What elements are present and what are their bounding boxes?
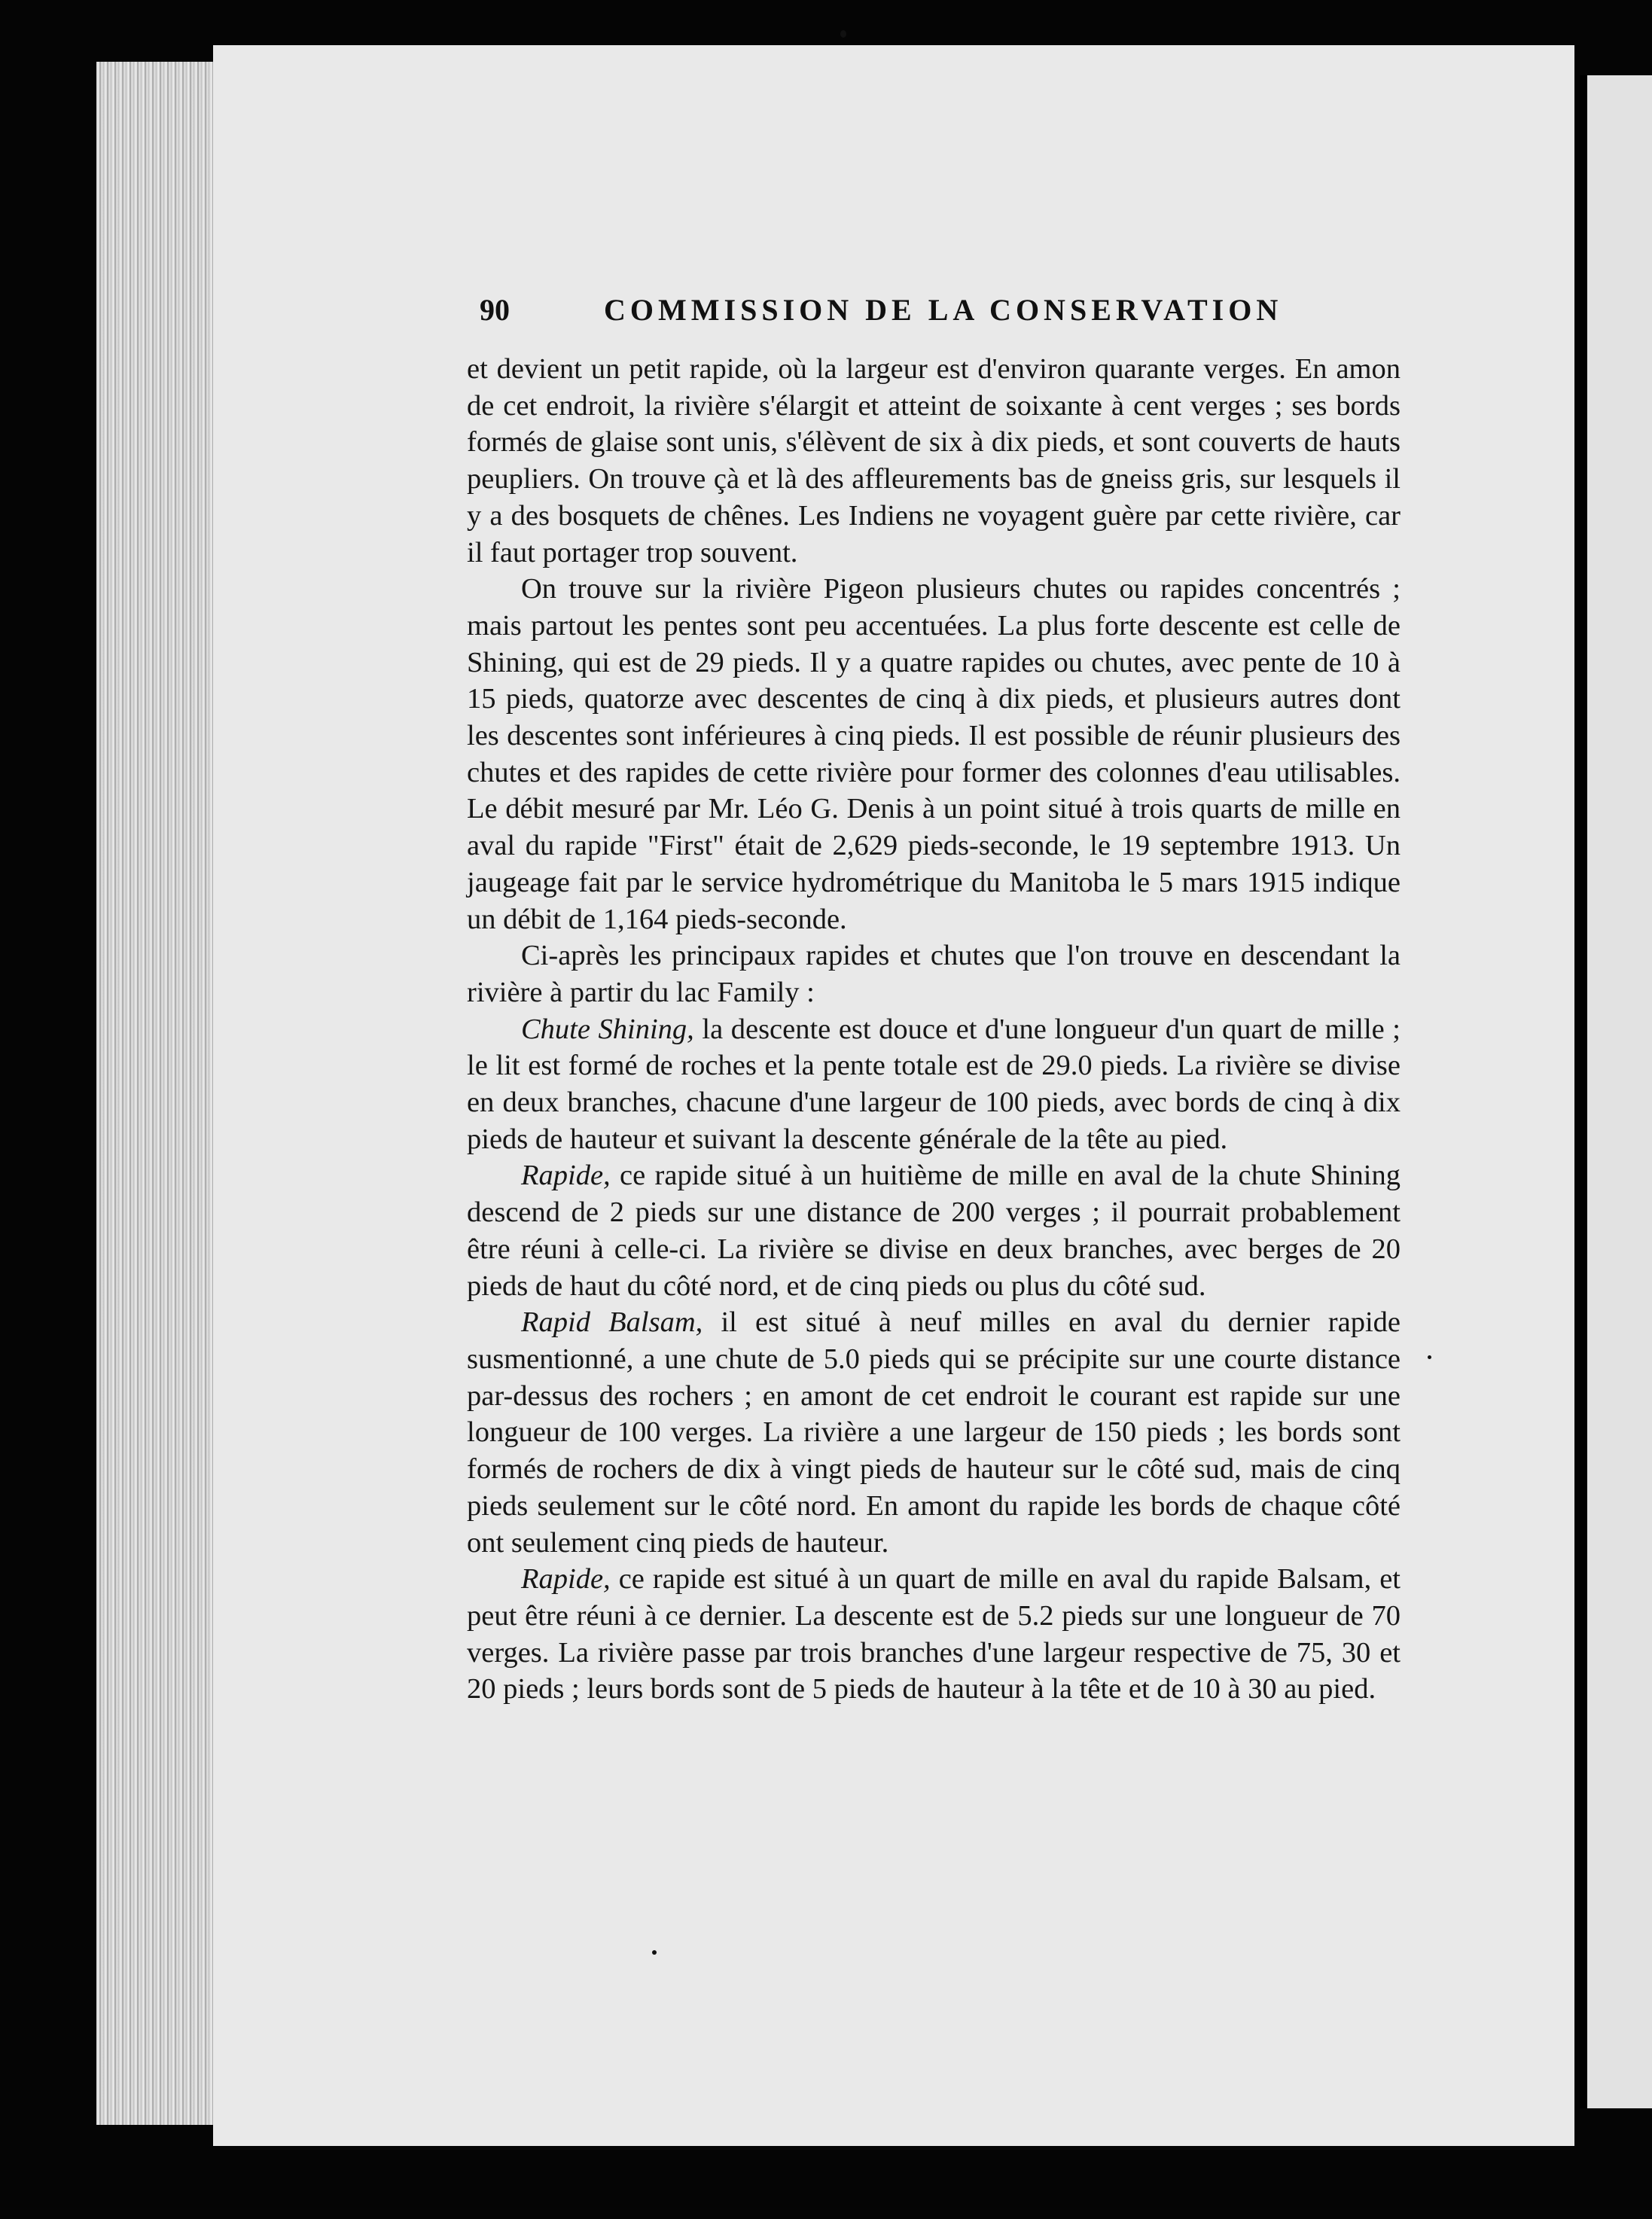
paragraph (467, 351, 1401, 571)
paragraph-text: On trouve sur la rivière Pigeon plusieurs chutes ou rapides concentrés ; mais partout les pentes sont peu accentuées. La plus forte descente est celle de Shining, qui est de 29 pieds. Il y a quatre rapides ou chutes, avec pente de 10 à 15 pieds, quatorze avec descentes de cinq à dix pieds, et plusieurs autres dont les descentes sont inférieures à cinq pieds. Il est possible de réunir plusieurs des chutes et des rapides de cette rivière pour former des colonnes d'eau utilisables. Le débit mesuré par Mr. Léo G. Denis à un point situé à trois quarts de mille en aval du rapide "First" était de 2,629 pieds-seconde, le 19 septembre 1913. Un jaugeage fait par le service hydrométrique du Manitoba le 5 mars 1915 indique un débit de 1,164 pieds-seconde. (467, 573, 1401, 935)
paragraph-lead: Rapide, (521, 1563, 611, 1596)
paragraph-text: la descente est douce et d'une longueur d'un quart de mille ; le lit est formé de roches et la pente totale est de 29.0 pieds. La rivière se divise en deux branches, chacune d'une largeur de 100 pieds, avec bords de cinq à dix pieds de hauteur et suivant la descente générale de la tête au pied. (467, 1013, 1401, 1155)
page-header (480, 292, 1293, 337)
paragraph-text: Ci-après les principaux rapides et chutes que l'on trouve en descendant la rivière à partir du lac Family : (467, 940, 1401, 1008)
page-number: 90 (480, 293, 510, 327)
paragraph (467, 1304, 1401, 1561)
paragraph-lead: Rapide, (521, 1160, 611, 1192)
paragraph-text: ce rapide est situé à un quart de mille en aval du rapide Balsam, et peut être réuni à ce dernier. La descente est de 5.2 pieds sur une longueur de 70 verges. La rivière passe par trois branches d'une largeur respective de 75, 30 et 20 pieds ; leurs bords sont de 5 pieds de hauteur à la tête et de 10 à 30 au pied. (467, 1563, 1401, 1705)
scan-speck (652, 1950, 657, 1955)
scan-speck (840, 30, 846, 38)
running-title: COMMISSION DE LA CONSERVATION (604, 293, 1283, 327)
paragraph (467, 571, 1401, 937)
paragraph-lead: Rapid Balsam, (521, 1306, 703, 1339)
book-page-edges (96, 62, 213, 2125)
paragraph (467, 1157, 1401, 1304)
body-text (467, 351, 1401, 1708)
paragraph (467, 937, 1401, 1010)
paragraph-text: et devient un petit rapide, où la largeur est d'environ quarante verges. En amon de cet endroit, la rivière s'élargit et atteint de soixante à cent verges ; ses bords formés de glaise sont unis, s'élèvent de six à dix pieds, et sont couverts de hauts peupliers. On trouve çà et là des affleurements bas de gneiss gris, sur lesquels il y a des bosquets de chênes. Les Indiens ne voyagent guère par cette rivière, car il faut portager trop souvent. (467, 353, 1401, 568)
paragraph-text: il est situé à neuf milles en aval du dernier rapide susmentionné, a une chute de 5.0 pieds qui se précipite sur une courte distance par-dessus des rochers ; en amont de cet endroit le courant est rapide sur une longueur de 100 verges. La rivière a une largeur de 150 pieds ; les bords sont formés de rochers de dix à vingt pieds de hauteur sur le côté sud, mais de cinq pieds seulement sur le côté nord. En amont du rapide les bords de chaque côté ont seulement cinq pieds de hauteur. (467, 1306, 1401, 1559)
paragraph (467, 1011, 1401, 1158)
scan-speck (1428, 1355, 1431, 1359)
paragraph-text: ce rapide situé à un huitième de mille en aval de la chute Shining descend de 2 pieds sur une distance de 200 verges ; il pourrait probablement être réuni à celle-ci. La rivière se divise en deux branches, avec berges de 20 pieds de haut du côté nord, et de cinq pieds ou plus du côté sud. (467, 1160, 1401, 1302)
facing-page-edge (1580, 75, 1652, 2108)
paragraph-lead: Chute Shining, (521, 1013, 694, 1045)
paragraph (467, 1561, 1401, 1708)
